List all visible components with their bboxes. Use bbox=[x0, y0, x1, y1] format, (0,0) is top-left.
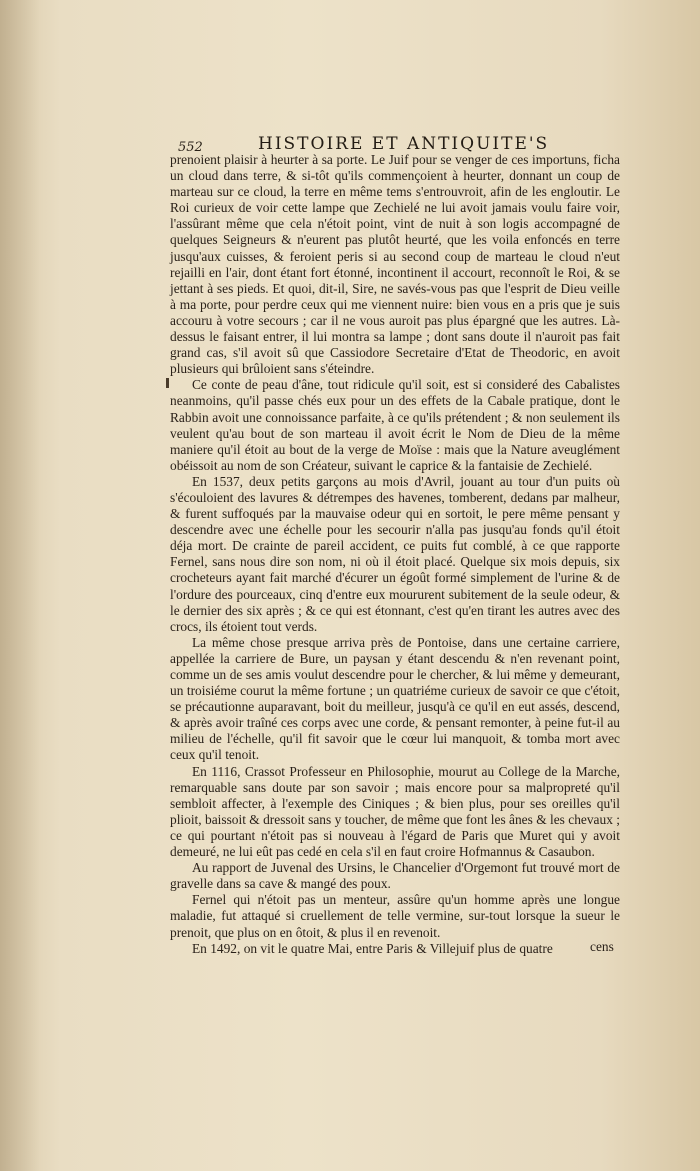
running-title: HISTOIRE ET ANTIQUITE'S bbox=[258, 134, 550, 154]
paragraph: La même chose presque arriva près de Pontoise, dans une certaine carriere, appellée la carriere de Bure, un paysan y étant descendu & n'en revenant point, comme un de ses amis voulut descendre pour le chercher, & lui même y demeurant, un troisiéme courut la même fortune ; un quatriéme curieux de savoir ce que c'étoit, se précautionne auparavant, boit du meilleur, jusqu'à ce qu'il en eut assés, descend, & après avoir traîné ces corps avec une corde, & pensant remonter, à peine fut-il au milieu de l'échelle, qu'il fit savoir que le cœur lui manquoit, & tomba mort avec ceux qu'il tenoit. bbox=[170, 634, 620, 763]
catchword: cens bbox=[590, 939, 614, 954]
paragraph: Ce conte de peau d'âne, tout ridicule qu'il soit, est si consideré des Cabalistes neanmoins, qu'il passe chés eux pour un des effets de la Cabale pratique, dont le Rabbin avoit une connoissance parfaite, à ce qu'ils prétendent ; & non seulement ils veulent qu'au bout de son marteau il avoit écrit le Nom de Dieu de la même maniere qu'il étoit au bout de la verge de Moïse : mais que la Nature aveuglément obéissoit au nom de son Créateur, suivant le caprice & la fantaisie de Zechielé. bbox=[170, 377, 620, 473]
paragraph: Fernel qui n'étoit pas un menteur, assûre qu'un homme après une longue maladie, fut attaqué si cruellement de telle vermine, sur-tout lorsque la sueur le prenoit, que plus on en ôtoit, & plus il en revenoit. bbox=[170, 892, 620, 940]
page-number: 552 bbox=[178, 140, 203, 155]
paragraph: En 1537, deux petits garçons au mois d'Avril, jouant au tour d'un puits où s'écouloient des lavures & détrempes des havenes, tomberent, dedans par malheur, & furent suffoqués par la mauvaise odeur qui en sortoit, le pere même pensant y descendre avec une échelle pour les secourir n'alla pas jusqu'au fonds qu'il étoit déja mort. De crainte de pareil accident, ce puits fut comblé, à ce que rapporte Fernel, sans nous dire son nom, ni où il étoit placé. Quelque six mois depuis, six crocheteurs ayant fait marché d'écurer un égoût formé simplement de l'urine & de l'ordure des pourceaux, cinq d'entre eux moururent subitement de la seule odeur, & le dernier des six après ; & ce qui est étonnant, c'est qu'en tirant les autres avec des crocs, ils étoient tout verds. bbox=[170, 473, 620, 634]
margin-mark bbox=[166, 378, 169, 388]
paragraph: Au rapport de Juvenal des Ursins, le Chancelier d'Orgemont fut trouvé mort de gravelle dans sa cave & mangé des poux. bbox=[170, 860, 620, 892]
paragraph: En 1492, on vit le quatre Mai, entre Paris & Villejuif plus de quatre bbox=[192, 940, 553, 956]
paragraph: En 1116, Crassot Professeur en Philosophie, mourut au College de la Marche, remarquable sans doute par son savoir ; mais encore pour sa malpropreté qu'il sembloit affecter, à l'exemple des Ciniques ; & bien plus, pour ses oreilles qu'il plioit, baissoit & dressoit sans y toucher, de même que font les ânes & les chevaux ; ce qui pourtant n'étoit pas si nouveau à l'égard de Paris que Muret qui y avoit demeuré, ne lui eût pas cedé en cela s'il en faut croire Hofmannus & Casaubon. bbox=[170, 763, 620, 860]
body-text bbox=[170, 152, 620, 957]
gutter-shadow bbox=[0, 0, 40, 1171]
paragraph: prenoient plaisir à heurter à sa porte. Le Juif pour se venger de ces importuns, ficha un cloud dans terre, & si-tôt qu'ils commençoient à heurter, donnant un coup de marteau sur ce cloud, la terre en même tems s'entrouvroit, afin de les engloutir. Le Roi curieux de voir cette lampe que Zechielé ne lui avoit jamais voulu faire voir, l'assûrant même que cela n'étoit point, vint de nuit à son logis accompagné de quelques Seigneurs & n'eurent pas plutôt heurté, que les voila enfoncés en terre jusqu'aux cuisses, & feroient peris si au second coup de marteau le cloud n'eut rejailli en l'air, dont étant fort étonné, incontinent il accourt, reconnoît le Roi, & se jettant à ses pieds. Et quoi, dit-il, Sire, ne savés-vous pas que l'esprit de Dieu veille à ma porte, pour perdre ceux qui me viennent nuire: bien vous en a pris que je suis accouru à votre secours ; car il ne vous auroit pas plus épargné que les autres. Là-dessus le faisant entrer, il lui montra sa lampe ; dont sans doute il n'auroit pas fait grand cas, s'il avoit sû que Cassiodore Secretaire d'Etat de Theodoric, en avoit plusieurs qui brûloient sans s'éteindre. bbox=[170, 152, 620, 377]
